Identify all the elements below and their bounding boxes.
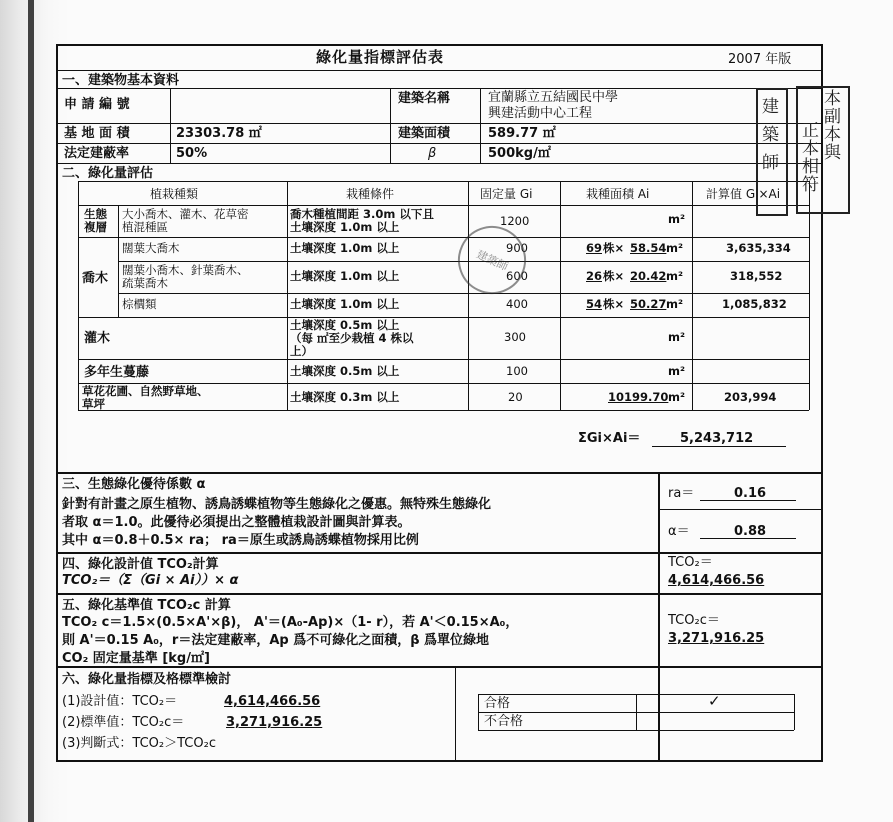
check-mark-icon: ✓: [708, 692, 721, 710]
stamp-char: 師: [762, 153, 779, 173]
stamp-char: 與: [824, 143, 841, 163]
section3-line2: 者取 α＝1.0。此優待必須提出之整體植栽設計圖與計算表。: [62, 515, 411, 530]
row-gi: 300: [504, 330, 526, 344]
app-no-label: 申 請 編 號: [64, 97, 130, 112]
tco2-label: TCO₂＝: [668, 555, 713, 570]
col-header-ai: 栽種面積 Ai: [586, 187, 650, 201]
building-area-label: 建築面積: [398, 126, 451, 141]
tco2c-value: 3,271,916.25: [668, 631, 765, 646]
stamp-char: 建: [762, 97, 779, 117]
row-calc: 318,552: [730, 269, 783, 283]
seal-text: 建築師: [474, 247, 510, 274]
building-name-label: 建築名稱: [398, 91, 451, 106]
architect-stamp: [756, 88, 788, 216]
stamp-char: 符: [802, 175, 819, 195]
row-unit: m²: [666, 269, 684, 283]
col-header-condition: 栽種條件: [346, 187, 395, 201]
design-value: 4,614,466.56: [224, 694, 321, 709]
row-mul: 株×: [603, 241, 625, 255]
pass-label: 合格: [484, 696, 511, 711]
row-calc: 203,994: [724, 390, 777, 404]
section3-line1: 針對有計畫之原生植物、誘鳥誘蝶植物等生態綠化之優惠。無特殊生態綠化: [62, 497, 492, 512]
row-gi: 400: [506, 297, 528, 311]
binding-edge: [28, 0, 34, 822]
row-gi: 1200: [500, 214, 530, 228]
row-type-line2: 草坪: [82, 397, 105, 411]
row-type-line1: 灌木: [84, 331, 111, 346]
row-cond-line2: 土壤深度 1.0m 以上: [290, 220, 400, 234]
row-type-line1: 闊葉大喬木: [122, 241, 180, 255]
certified-copy-stamp: [796, 86, 850, 214]
section5-line1: TCO₂ c＝1.5×(0.5×A'×β)， A'＝(A₀-Ap)×（1- r），若 A'＜0.15×A₀，: [62, 615, 519, 630]
section5-line2: 則 A'＝0.15 A₀，r＝法定建蔽率，Ap 爲不可綠化之面積，β 爲單位綠地: [62, 633, 490, 648]
section2-heading: 二、綠化量評估: [62, 166, 154, 181]
group-eco-line2: 複層: [84, 220, 107, 234]
row-gi: 100: [506, 364, 528, 378]
row-count: 69: [586, 241, 603, 255]
row-gi: 20: [508, 390, 523, 404]
stamp-char: 築: [762, 125, 779, 145]
row-cond-line1: 土壤深度 1.0m 以上: [290, 241, 400, 255]
coverage-label: 法定建蔽率: [64, 146, 130, 161]
form-title: 綠化量指標評估表: [316, 48, 445, 66]
judge-formula: (3)判斷式：TCO₂＞TCO₂c: [62, 736, 216, 751]
standard-value: 3,271,916.25: [226, 715, 323, 730]
row-mul: 株×: [603, 297, 625, 311]
site-area-value: 23303.78 ㎡: [176, 126, 262, 141]
row-mul: 株×: [603, 269, 625, 283]
row-type-line1: 大小喬木、灌木、花草密: [122, 207, 249, 221]
stamp-char: 副: [824, 107, 841, 127]
row-type-line1: 多年生蔓藤: [84, 365, 150, 380]
building-name-line1: 宜蘭縣立五結國民中學: [488, 90, 619, 105]
row-calc: 3,635,334: [726, 241, 791, 255]
row-calc: 1,085,832: [722, 297, 787, 311]
row-gi: 900: [506, 241, 528, 255]
row-unit: m²: [666, 297, 684, 311]
fail-label: 不合格: [484, 714, 524, 729]
group-tree: 喬木: [82, 271, 109, 286]
row-unit: m²: [668, 212, 686, 226]
row-cond-line1: 土壤深度 1.0m 以上: [290, 269, 400, 283]
stamp-char: 本: [824, 125, 841, 145]
section1-heading: 一、建築物基本資料: [62, 73, 180, 88]
row-type-line1: 棕櫚類: [122, 297, 157, 311]
row-unit: m²: [668, 364, 686, 378]
row-type-line1: 闊葉小喬木、針葉喬木、: [122, 263, 249, 277]
sum-value: 5,243,712: [680, 431, 754, 446]
site-area-label: 基 地 面 積: [64, 126, 130, 141]
col-header-gi: 固定量 Gi: [480, 187, 533, 201]
row-unit: m²: [668, 390, 686, 404]
row-unit: m²: [666, 241, 684, 255]
row-area: 10199.70: [608, 390, 669, 404]
alpha-label: α＝: [668, 524, 690, 539]
col-header-type: 植栽種類: [150, 187, 199, 201]
row-gi: 600: [506, 269, 528, 283]
row-count: 54: [586, 297, 603, 311]
row-cond-line1: 土壤深度 0.3m 以上: [290, 390, 400, 404]
beta-label: β: [428, 146, 437, 161]
section4-heading: 四、綠化設計值 TCO₂計算: [62, 557, 219, 572]
row-cond-line1: 土壤深度 0.5m 以上: [290, 364, 400, 378]
row-area: 50.27: [630, 297, 667, 311]
building-name-line2: 興建活動中心工程: [488, 106, 593, 121]
coverage-value: 50%: [176, 146, 208, 161]
row-cond-line2: （每 ㎡至少栽植 4 株以: [290, 331, 414, 345]
ra-value: 0.16: [734, 486, 767, 501]
row-cond-line1: 土壤深度 1.0m 以上: [290, 297, 400, 311]
col-header-calc: 計算值 Gi×Ai: [706, 187, 781, 201]
row-cond-line1: 喬木種植間距 3.0m 以下且: [290, 207, 434, 221]
stamp-char: 相: [802, 157, 819, 177]
group-eco-line1: 生態: [84, 207, 107, 221]
form-version: 2007 年版: [728, 52, 792, 67]
design-label: (1)設計值：TCO₂＝: [62, 694, 178, 709]
row-area: 20.42: [630, 269, 667, 283]
section5-heading: 五、綠化基準值 TCO₂c 計算: [62, 598, 231, 613]
stamp-char: 本: [824, 89, 841, 109]
stamp-char: 本: [802, 139, 819, 159]
tco2-value: 4,614,466.56: [668, 573, 765, 588]
standard-label: (2)標準值：TCO₂c＝: [62, 715, 185, 730]
row-unit: m²: [668, 330, 686, 344]
alpha-value: 0.88: [734, 524, 767, 539]
sum-label: ΣGi×Ai＝: [578, 431, 641, 446]
section3-line3: 其中 α＝0.8＋0.5× ra； ra＝原生或誘鳥誘蝶植物採用比例: [62, 533, 419, 548]
stamp-char: 正: [802, 121, 819, 141]
beta-value: 500kg/㎡: [488, 146, 551, 161]
ra-label: ra＝: [668, 486, 695, 501]
section3-heading: 三、生態綠化優待係數 α: [62, 477, 206, 492]
row-count: 26: [586, 269, 603, 283]
tco2c-label: TCO₂c＝: [668, 613, 720, 628]
section6-heading: 六、綠化量指標及格標準檢討: [62, 672, 232, 687]
section5-line3: CO₂ 固定量基準 [kg/㎡]: [62, 651, 210, 666]
row-type-line2: 疏葉喬木: [122, 276, 168, 290]
row-area: 58.54: [630, 241, 667, 255]
row-cond-line1: 土壤深度 0.5m 以上: [290, 318, 400, 332]
row-cond-line3: 上）: [290, 344, 313, 358]
row-type-line1: 草花花圃、自然野草地、: [82, 384, 209, 398]
section4-formula: TCO₂＝（Σ（Gi × Ai））× α: [62, 573, 239, 588]
row-type-line2: 植混種區: [122, 220, 168, 234]
building-area-value: 589.77 ㎡: [488, 126, 556, 141]
